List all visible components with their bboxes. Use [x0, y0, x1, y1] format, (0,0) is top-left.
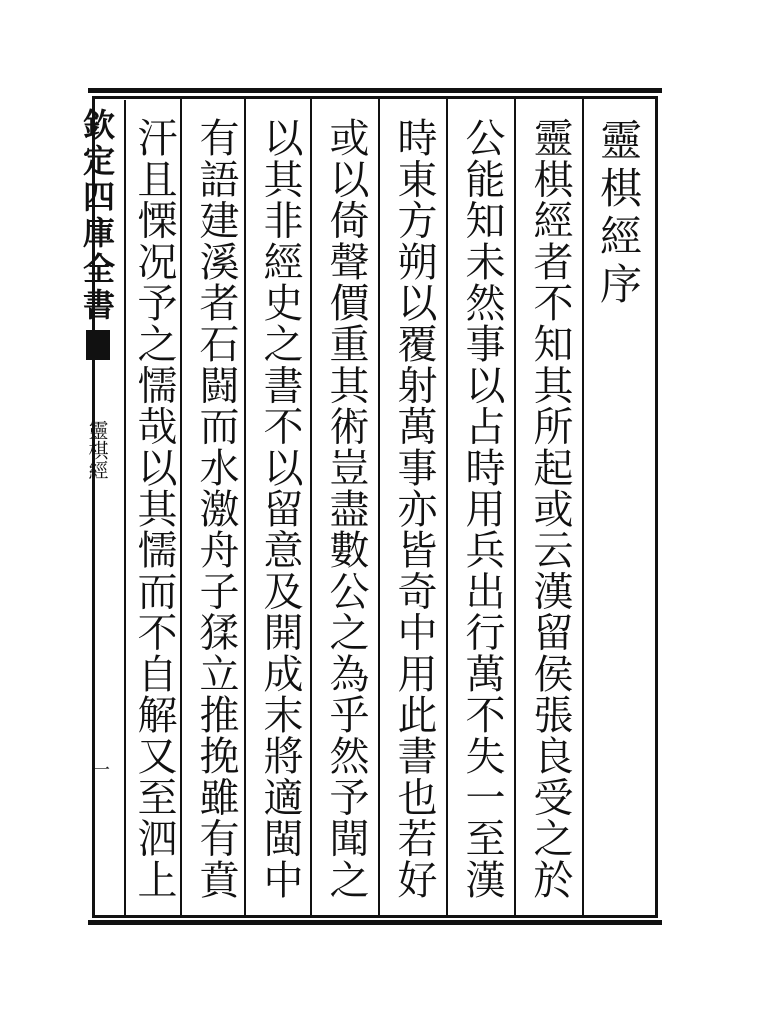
- fish-tail-mark: [86, 330, 110, 360]
- text-column-1: 靈棋經者不知其所起或云漢留侯張良受之於: [527, 116, 573, 900]
- margin-title: 欽定四庫全書: [78, 108, 116, 324]
- column-divider: [446, 98, 448, 916]
- column-divider: [378, 98, 380, 916]
- text-column-7: 汗且慄况予之懦哉以其懦而不自解又至泗上: [131, 116, 177, 900]
- column-divider: [514, 98, 516, 916]
- margin-book-title: 靈棋經: [85, 420, 109, 480]
- text-column-5: 以其非經史之書不以留意及開成末將適閩中: [257, 116, 303, 900]
- folio-number: 一: [89, 760, 110, 778]
- text-column-4: 或以倚聲價重其術豈盡數公之為乎然予聞之: [323, 116, 369, 900]
- text-column-3: 時東方朔以覆射萬事亦皆奇中用此書也若好: [391, 116, 437, 900]
- text-column-2: 公能知未然事以占時用兵出行萬不失一至漢: [459, 116, 505, 900]
- page-title: 靈棋經序: [594, 118, 643, 310]
- text-column-6: 有語建溪者石闘而水激舟子猱立推挽雖有賁: [193, 116, 239, 900]
- column-divider: [310, 98, 312, 916]
- top-border-rule: [88, 88, 662, 93]
- column-divider: [582, 98, 584, 916]
- bottom-border-rule: [88, 920, 662, 925]
